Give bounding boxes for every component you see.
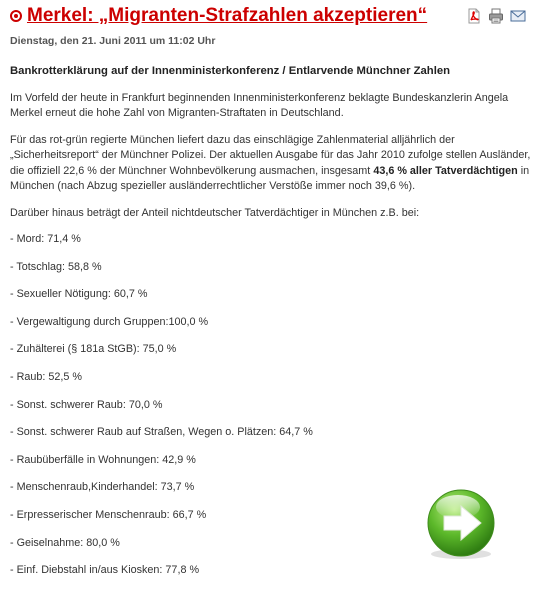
stats-item: - Sonst. schwerer Raub: 70,0 % [10, 398, 163, 411]
bullet-icon [10, 10, 22, 22]
article-date: Dienstag, den 21. Juni 2011 um 11:02 Uhr [10, 35, 216, 47]
pdf-icon[interactable] [466, 8, 482, 24]
stats-item: - Totschlag: 58,8 % [10, 260, 102, 273]
stats-item: - Mord: 71,4 % [10, 233, 81, 245]
stats-item: - Zuhälterei (§ 181a StGB): 75,0 % [10, 343, 177, 356]
paragraph-munich [10, 133, 532, 195]
article-header [8, 6, 534, 32]
article-subtitle: Bankrotterklärung auf der Innenministerkonferenz / Entlarvende Münchner Zahlen [10, 65, 451, 77]
stats-item: - Sexueller Nötigung: 60,7 % [10, 288, 148, 301]
paragraph-intro: Im Vorfeld der heute in Frankfurt beginnenden Innenministerkonferenz beklagte Bundeskanzlerin Angela Merkel erneut die hohe Zahl von Migranten-Straftaten in Deutschland. [10, 91, 509, 119]
stats-item: - Raub: 52,5 % [10, 370, 83, 383]
paragraph-munich-text-2: in München (nach Abzug spezieller ausländerrechtlicher Verstöße immer noch 39,6 %). [10, 164, 530, 192]
stats-item: - Raubüberfälle in Wohnungen: 42,9 % [10, 453, 196, 466]
email-icon[interactable] [510, 8, 526, 24]
next-page-button[interactable] [414, 487, 508, 561]
print-icon[interactable] [488, 8, 504, 24]
paragraph-stats-intro: Darüber hinaus beträgt der Anteil nichtdeutscher Tatverdächtiger in München z.B. bei: [10, 206, 420, 219]
paragraph-munich-text-1: Für das rot-grün regierte München liefert dazu das einschlägige Zahlenmaterial alljährlich der „Sicherheitsreport“ der Münchner Polizei. Der aktuellen Ausgabe für das Jahr 2010 zufolge stellen Ausländer, die offiziell 22,6 % der Münchner Wohnbevölkerung ausmachen, insgesamt [10, 133, 531, 177]
article-tools [466, 8, 526, 24]
stats-item: - Geiselnahme: 80,0 % [10, 536, 120, 549]
stats-item: - Sonst. schwerer Raub auf Straßen, Wegen o. Plätzen: 64,7 % [10, 426, 313, 439]
stats-item: - Menschenraub,Kinderhandel: 73,7 % [10, 481, 195, 494]
stats-item: - Vergewaltigung durch Gruppen:100,0 % [10, 315, 209, 328]
highlight-percentage: 43,6 % aller Tatverdächtigen [373, 164, 518, 177]
stats-item: - Einf. Diebstahl in/aus Kiosken: 77,8 % [10, 564, 200, 577]
arrow-right-icon [414, 487, 508, 561]
stats-item: - Erpresserischer Menschenraub: 66,7 % [10, 508, 207, 521]
article-title-link[interactable]: Merkel: „Migranten-Strafzahlen akzeptieren“ [27, 5, 428, 26]
